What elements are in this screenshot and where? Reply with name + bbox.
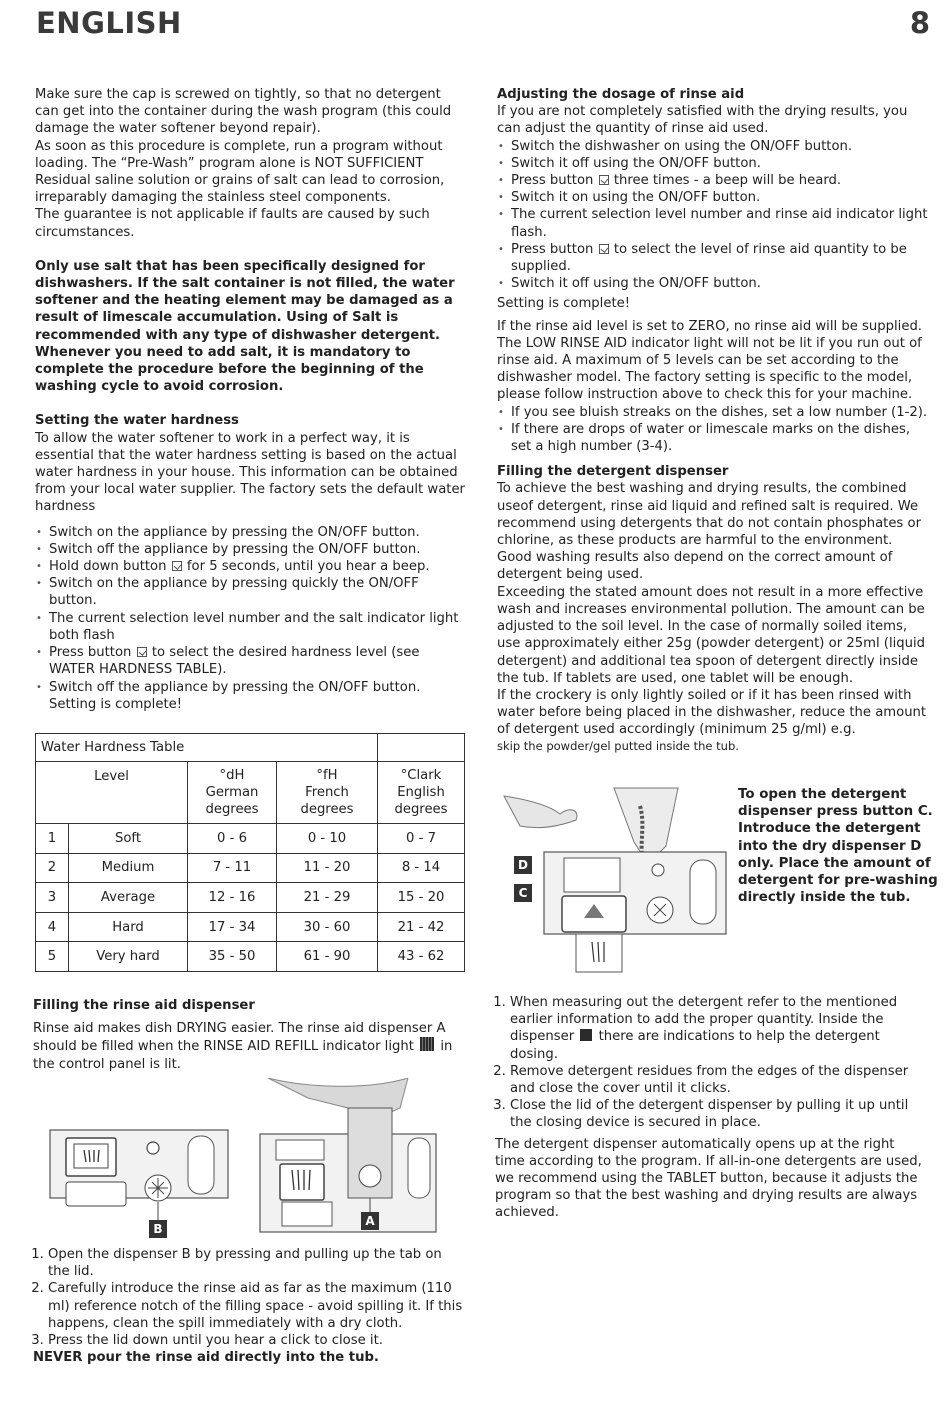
list-item: 2. Carefully introduce the rinse aid as far as the maximum (110 ml) reference notch of the filling space - avoid spilling it. If this happens, clean the spill immediately with a dry cloth. xyxy=(48,1280,463,1332)
list-item: • The current selection level number and the salt indicator light both flash xyxy=(35,610,465,644)
list-item: • Switch off the appliance by pressing the ON/OFF button. Setting is complete! xyxy=(35,679,465,713)
table-row: 5 Very hard 35 - 50 61 - 90 43 - 62 xyxy=(36,942,465,972)
list-item: • Switch it off using the ON/OFF button. xyxy=(497,275,929,292)
salt-warning: Only use salt that has been specifically designed for dishwashers. If the salt container is not filled, the water softener and the heating element may be damaged as a result of limescale accumulation. Using of Salt is recommended with any type of dishwasher detergent. Whenever you need to add salt, it is mandatory to complete the procedure before the beginning of the washing cycle to avoid corrosion. xyxy=(35,258,455,395)
table-row: 3 Average 12 - 16 21 - 29 15 - 20 xyxy=(36,883,465,913)
list-item: 2. Remove detergent residues from the edges of the dispenser and close the cover until it clicks. xyxy=(510,1063,927,1097)
rinse-aid-indicator-icon xyxy=(420,1037,434,1051)
header-clark: °Clark English degrees xyxy=(378,762,465,824)
dispenser-marker-icon xyxy=(580,1029,592,1041)
intro-paragraph-3: The guarantee is not applicable if faults are caused by such circumstances. xyxy=(35,207,430,240)
list-item: • If you see bluish streaks on the dishes, set a low number (1-2). xyxy=(497,404,929,421)
detergent-paragraph-1: To achieve the best washing and drying results, the combined useof detergent, rinse aid liquid and refined salt is required. We recommend using detergents that do not contain phosphates or chlorine, as these products are harmful to the environment. Good washing results also depend on the correct amount of detergent being used. xyxy=(497,481,921,583)
list-item: 1. Open the dispenser B by pressing and pulling up the tab on the lid. xyxy=(48,1246,463,1280)
detergent-figure-caption: To open the detergent dispenser press button C. Introduce the detergent into the dry dispenser D only. Place the amount of detergent for pre-washing directly inside the tub. xyxy=(738,787,938,906)
dosage-heading: Adjusting the dosage of rinse aid xyxy=(497,87,745,102)
label-d: D xyxy=(514,856,532,874)
list-item: • Switch it on using the ON/OFF button. xyxy=(497,189,929,206)
list-item: • Press button to select the level of rinse aid quantity to be supplied. xyxy=(497,241,929,275)
label-b: B xyxy=(149,1220,167,1238)
detergent-paragraph-2: Exceeding the stated amount does not result in a more effective wash and increases environmental pollution. The amount can be adjusted to the soil level. In the case of normally soiled items, use approximately either 25g (powder detergent) or 25ml (liquid detergent) and additional tea spoon of detergent directly inside the tub. If tablets are used, one tablet will be enough. xyxy=(497,584,926,686)
rinse-heading: Filling the rinse aid dispenser xyxy=(33,998,255,1013)
hardness-intro: To allow the water softener to work in a perfect way, it is essential that the water hardness setting is based on the actual water hardness in your house. This information can be obtained from your local water supplier. The factory sets the default water hardness xyxy=(35,430,465,515)
list-item: • Hold down button for 5 seconds, until you hear a beep. xyxy=(35,558,465,575)
intro-paragraph-1: Make sure the cap is screwed on tightly, so that no detergent can get into the container during the wash program (this could damage the water softener beyond repair). xyxy=(35,87,452,137)
label-c: C xyxy=(514,884,532,902)
hardness-steps xyxy=(35,524,465,713)
detergent-paragraph-3-note: skip the powder/gel putted inside the tub. xyxy=(497,738,739,753)
program-button-icon xyxy=(172,561,182,571)
detergent-steps xyxy=(495,994,927,1132)
detergent-paragraph-3: If the crockery is only lightly soiled or if it has been rinsed with water before being placed in the dishwasher, reduce the amount of detergent used accordingly (minimum 25 g/ml) e.g. xyxy=(497,687,927,738)
table-row: 4 Hard 17 - 34 30 - 60 21 - 42 xyxy=(36,912,465,942)
program-button-icon xyxy=(599,244,609,254)
rinse-steps-block xyxy=(33,1246,463,1366)
rinse-dispenser-figure xyxy=(48,1078,438,1258)
left-column xyxy=(35,86,465,713)
label-a: A xyxy=(361,1212,379,1230)
dosage-steps xyxy=(497,138,929,293)
page-number: 8 xyxy=(909,6,930,40)
setting-complete: Setting is complete! xyxy=(497,296,631,312)
table-row: 2 Medium 7 - 11 11 - 20 8 - 14 xyxy=(36,853,465,883)
list-item: • Switch it off using the ON/OFF button. xyxy=(497,155,929,172)
list-item: • Press button to select the desired hardness level (see WATER HARDNESS TABLE). xyxy=(35,644,465,678)
detergent-heading: Filling the detergent dispenser xyxy=(497,464,729,480)
table-row: 1 Soft 0 - 6 0 - 10 0 - 7 xyxy=(36,824,465,854)
header-level: Level xyxy=(36,762,188,824)
header-dh: °dH German degrees xyxy=(188,762,277,824)
dosage-intro: If you are not completely satisfied with the drying results, you can adjust the quantity of rinse aid used. xyxy=(497,104,908,137)
rinse-never-warning: NEVER pour the rinse aid directly into the tub. xyxy=(33,1350,379,1366)
list-item: • The current selection level number and rinse aid indicator light flash. xyxy=(497,206,929,240)
header-fh: °fH French degrees xyxy=(277,762,378,824)
list-item: 3. Close the lid of the detergent dispenser by pulling it up until the closing device is secured in place. xyxy=(510,1097,927,1131)
rinse-steps xyxy=(33,1246,463,1349)
list-item: • Switch on the appliance by pressing the ON/OFF button. xyxy=(35,524,465,541)
program-button-icon xyxy=(137,647,147,657)
rinse-tips xyxy=(497,404,929,456)
list-item: • Press button three times - a beep will be heard. xyxy=(497,172,929,189)
table-caption: Water Hardness Table xyxy=(36,734,378,762)
closing-paragraph: The detergent dispenser automatically opens up at the right time according to the program. If all-in-one detergents are used, we recommend using the TABLET button, because it adjusts the program so that the best washing and drying results are always achieved. xyxy=(495,1136,922,1221)
list-item: • Switch off the appliance by pressing the ON/OFF button. xyxy=(35,541,465,558)
list-item: • Switch on the appliance by pressing quickly the ON/OFF button. xyxy=(35,575,465,609)
rinse-intro: Rinse aid makes dish DRYING easier. The rinse aid dispenser A should be filled when the RINSE AID REFILL indicator light in the control panel is lit. xyxy=(33,1021,453,1072)
rinse-section xyxy=(33,997,463,1073)
list-item: • Switch the dishwasher on using the ON/OFF button. xyxy=(497,138,929,155)
list-item: 1. When measuring out the detergent refer to the mentioned earlier information to add the proper quantity. Inside the dispenser there are indications to help the detergent dosing. xyxy=(510,994,927,1063)
hardness-heading: Setting the water hardness xyxy=(35,413,239,429)
section-title: ENGLISH xyxy=(36,6,182,40)
program-button-icon xyxy=(599,175,609,185)
water-hardness-table xyxy=(35,733,465,972)
intro-paragraph-2: As soon as this procedure is complete, run a program without loading. The “Pre-Wash” program alone is NOT SUFFICIENT Residual saline solution or grains of salt can lead to corrosion, irreparably damaging the stainless steel components. xyxy=(35,138,445,206)
list-item: 3. Press the lid down until you hear a click to close it. xyxy=(48,1332,463,1349)
list-item: • If there are drops of water or limescale marks on the dishes, set a high number (3-4). xyxy=(497,421,929,455)
zero-paragraph: If the rinse aid level is set to ZERO, no rinse aid will be supplied. The LOW RINSE AID indicator light will not be lit if you run out of rinse aid. A maximum of 5 levels can be set according to the dishwasher model. The factory setting is specific to the model, please follow instruction above to check this for your machine. xyxy=(497,318,923,403)
right-column xyxy=(497,86,929,754)
detergent-steps-block xyxy=(495,994,927,1222)
detergent-dispenser-figure xyxy=(500,786,730,974)
